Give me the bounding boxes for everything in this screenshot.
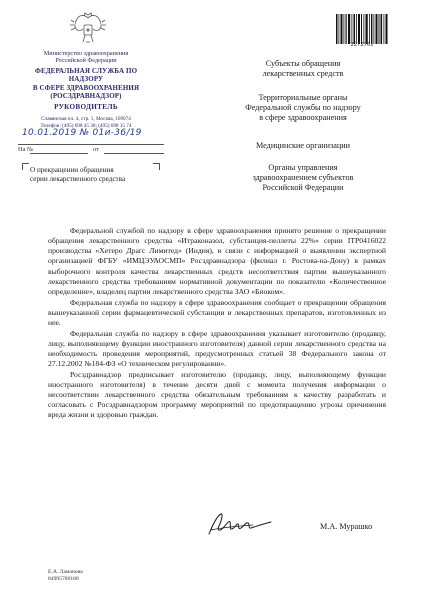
addressee-line: Органы управления xyxy=(268,163,338,172)
phone-line: Телефон: (495) 698 45 38; (495) 698 15 74 xyxy=(40,122,132,129)
addressee-line: Российской Федерации xyxy=(262,183,344,193)
addressee-line: лекарственных средств xyxy=(262,69,344,79)
service-name xyxy=(22,67,150,101)
barcode-number: 2272761 xyxy=(350,42,374,48)
subject-line1: О прекращении обращения xyxy=(30,166,114,174)
ministry-line1: Министерство здравоохранения xyxy=(43,50,129,57)
executor-phone: 84995780188 xyxy=(48,576,79,582)
addressee-line: здравоохранением субъектов xyxy=(252,173,354,183)
reply-date-line xyxy=(104,153,164,154)
handwritten-signature xyxy=(205,510,275,538)
signer-name: М.А. Мурашко xyxy=(320,522,373,531)
addressee-line: в сфере здравоохранения xyxy=(259,113,347,123)
addressee-subjects xyxy=(218,59,388,79)
addressee-line: Федеральной службы по надзору xyxy=(245,103,361,113)
body-paragraph-2: Федеральная служба по надзору в сфере здравоохранения сообщает о прекращении обращения вышеуказанной серии фармацевтической субстанции и лекарственных препаратов, изготовленных из нее. xyxy=(48,297,386,327)
ministry-line2: Российской Федерации xyxy=(55,57,117,65)
addressee-medical-organizations xyxy=(218,141,388,151)
coat-of-arms-icon xyxy=(70,12,106,46)
body-paragraph-4: Росздравнадзор предписывает изготовителю (продавцу, лицу, выполняющему функции иностранного изготовителя) в течение десяти дней с момента получения информации о несоответствии лекарственного средства обязательным требованиям к качеству разработать и согласовать с Росздравнадзором программу мероприятий по предотвращению угрозы причинения вреда жизни и здоровью граждан. xyxy=(48,369,386,420)
letterhead-heading: РУКОВОДИТЕЛЬ xyxy=(54,103,118,111)
reply-number-line xyxy=(30,153,88,154)
body-paragraph-1: Федеральной службой по надзору в сфере здравоохранения принято решение о прекращении обращения лекарственного средства «Итраконазол, субстанция-пеллеты 22%» серии ITP0416022 производства «Хетеро Драгс Лимитед» (Индия), в связи с информацией о выявлении экспертной организацией ФГБУ «ИМЦЭУАОСМП» Росздравнадзора (филиал г. Ростова-на-Дону) в рамках выборочного контроля качества лекарственных средств несоответствия партии вышеуказанного лекарственного средства требованиям нормативной документации по показателю «Количественное определение», владелец партии лекарственного средства ЗАО «Биоком». xyxy=(48,226,386,296)
subject-line2: серии лекарственного средства xyxy=(30,175,126,183)
letter-subject xyxy=(30,166,158,184)
barcode-icon xyxy=(335,14,389,44)
addressee-line: Субъекты обращения xyxy=(265,59,341,68)
service-line2: В СФЕРЕ ЗДРАВООХРАНЕНИЯ xyxy=(32,83,140,92)
addressee-territorial-bodies xyxy=(218,93,388,124)
executor-name: Е.А. Ламанова xyxy=(48,569,83,575)
reply-date-label: от xyxy=(93,146,99,153)
body-paragraph-3: Федеральная служба по надзору в сфере здравоохранения указывает изготовителю (продавцу, лицу, выполняющему функции иностранного изготовителя) данной серии лекарственного средства на необходимость проведения мероприятий, предусмотренных статьей 38 Федерального закона от 27.12.2002 №184-ФЗ «О техническом регулировании». xyxy=(48,328,386,369)
address-line: Славянская пл. 4, стр. 1, Москва, 109074 xyxy=(41,116,131,122)
registration-handwritten: 10.01.2019 № 01и-36/19 xyxy=(22,128,142,138)
reply-to-number-label: На № xyxy=(18,146,34,153)
ministry-name xyxy=(22,50,150,65)
service-line3: (РОСЗДРАВНАДЗОР) xyxy=(50,92,122,101)
letter-body xyxy=(48,226,386,421)
executor-info xyxy=(48,569,83,583)
addressee-line: Территориальные органы xyxy=(258,93,348,102)
subject-corner-left xyxy=(22,163,29,170)
service-line1: ФЕДЕРАЛЬНАЯ СЛУЖБА ПО НАДЗОРУ xyxy=(34,67,138,84)
addressee-health-authorities xyxy=(218,163,388,194)
addressee-line: Медицинские организации xyxy=(255,141,351,150)
